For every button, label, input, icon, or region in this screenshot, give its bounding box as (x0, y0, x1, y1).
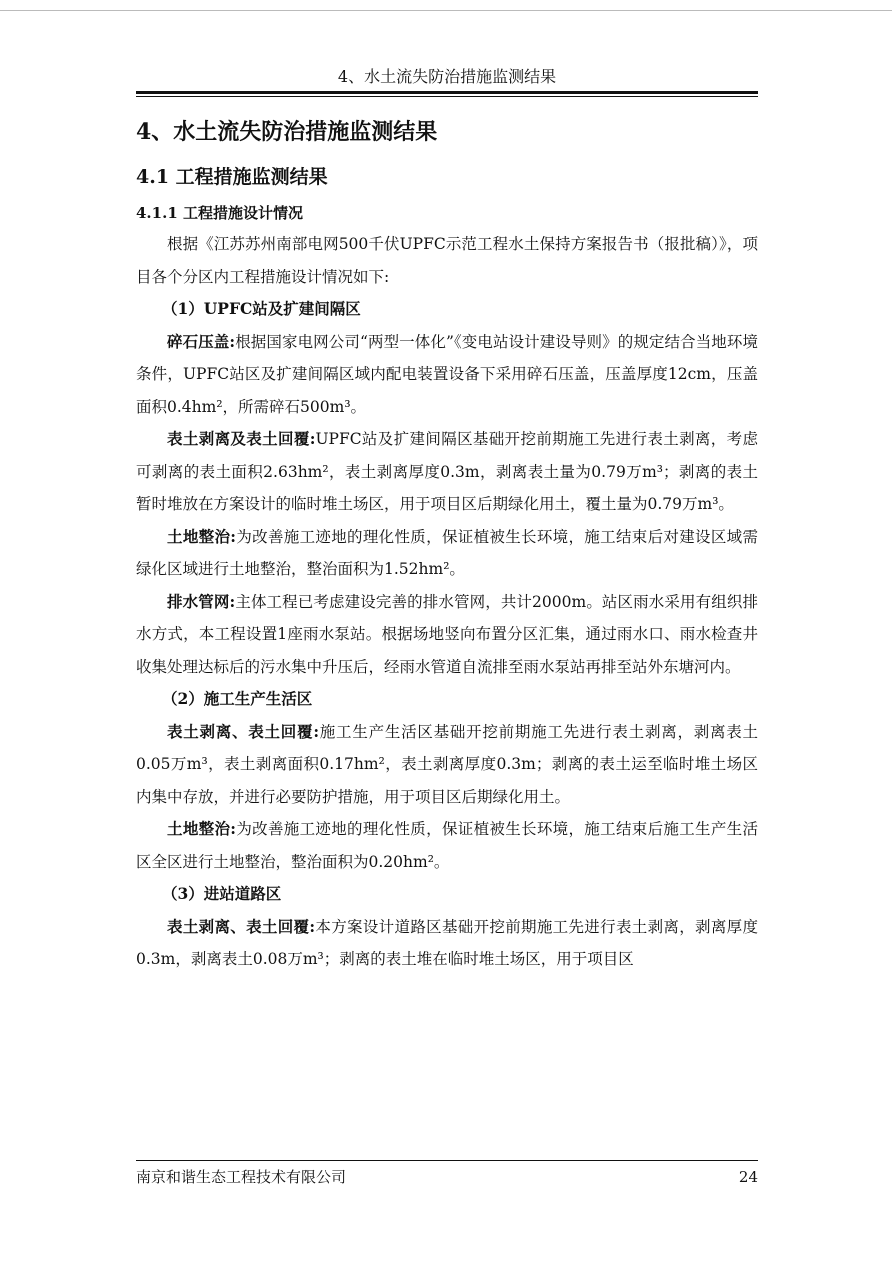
section-title: 4.1 工程措施监测结果 (136, 166, 328, 188)
chapter-title: 4、水土流失防治措施监测结果 (136, 119, 438, 145)
term: 排水管网: (167, 591, 236, 611)
footer-company: 南京和谐生态工程技术有限公司 (136, 1168, 347, 1186)
subsection-title: 4.1.1 工程措施设计情况 (136, 204, 303, 222)
footer-rule (136, 1160, 758, 1161)
paragraph-gravel-cover (136, 326, 758, 424)
page-number: 24 (738, 1168, 758, 1186)
header-rule-thin (136, 96, 758, 97)
paragraph-drainage (136, 586, 758, 684)
body-text: 施工生产生活区基础开挖前期施工先进行表土剥离，剥离表土0.05万m³，表土剥离面积0.17hm²，表土剥离厚度0.3m；剥离的表土运至临时堆土场区内集中存放，并进行必要防护措施，用于项目区后期绿化用土。 (136, 722, 758, 806)
running-header: 4、水土流失防治措施监测结果 (337, 67, 557, 86)
term: 土地整治: (167, 819, 236, 838)
paragraph-land-rehab (136, 521, 758, 586)
area-heading-upfc: （1）UPFC站及扩建间隔区 (162, 299, 361, 318)
term: 表土剥离、表土回覆: (167, 916, 316, 936)
area-heading-road: （3）进站道路区 (162, 884, 282, 903)
header-rule-thick (136, 91, 758, 94)
term: 土地整治: (167, 526, 236, 546)
body-text: 根据国家电网公司“两型一体化”《变电站设计建设导则》的规定结合当地环境条件，UPFC站区及扩建间隔区域内配电装置设备下采用碎石压盖，压盖厚度12cm，压盖面积0.4hm²，所需碎石500m³。 (136, 332, 758, 416)
body-text: UPFC站及扩建间隔区基础开挖前期施工先进行表土剥离，考虑可剥离的表土面积2.63hm²，表土剥离厚度0.3m，剥离表土量为0.79万m³；剥离的表土暂时堆放在方案设计的临时堆土场区，用于项目区后期绿化用土，覆土量为0.79万m³。 (136, 430, 758, 513)
body-text: 为改善施工迹地的理化性质，保证植被生长环境，施工结束后施工生产生活区全区进行土地整治，整治面积为0.20hm²。 (136, 820, 758, 871)
body-text: 本方案设计道路区基础开挖前期施工先进行表土剥离，剥离厚度0.3m，剥离表土0.08万m³；剥离的表土堆在临时堆土场区，用于项目区 (136, 917, 758, 968)
body-text: 为改善施工迹地的理化性质，保证植被生长环境，施工结束后对建设区域需绿化区域进行土地整治，整治面积为1.52hm²。 (136, 527, 758, 578)
body-text: 主体工程已考虑建设完善的排水管网，共计2000m。站区雨水采用有组织排水方式，本工程设置1座雨水泵站。根据场地竖向布置分区汇集，通过雨水口、雨水检查井收集处理达标后的污水集中升压后，经雨水管道自流排至雨水泵站再排至站外东塘河内。 (136, 592, 758, 676)
intro-paragraph: 根据《江苏苏州南部电网500千伏UPFC示范工程水土保持方案报告书（报批稿）》，项目各个分区内工程措施设计情况如下: (136, 235, 758, 286)
page-body (136, 114, 758, 976)
term: 表土剥离及表土回覆: (167, 429, 316, 448)
area-heading-construction: （2）施工生产生活区 (162, 689, 313, 708)
paragraph-construction-topsoil (136, 716, 758, 814)
term: 表土剥离、表土回覆: (167, 721, 320, 741)
paragraph-topsoil-stripping (136, 423, 758, 521)
term: 碎石压盖: (167, 331, 236, 351)
scan-top-edge (0, 10, 892, 11)
paragraph-construction-land (136, 813, 758, 878)
paragraph-road-topsoil (136, 911, 758, 976)
